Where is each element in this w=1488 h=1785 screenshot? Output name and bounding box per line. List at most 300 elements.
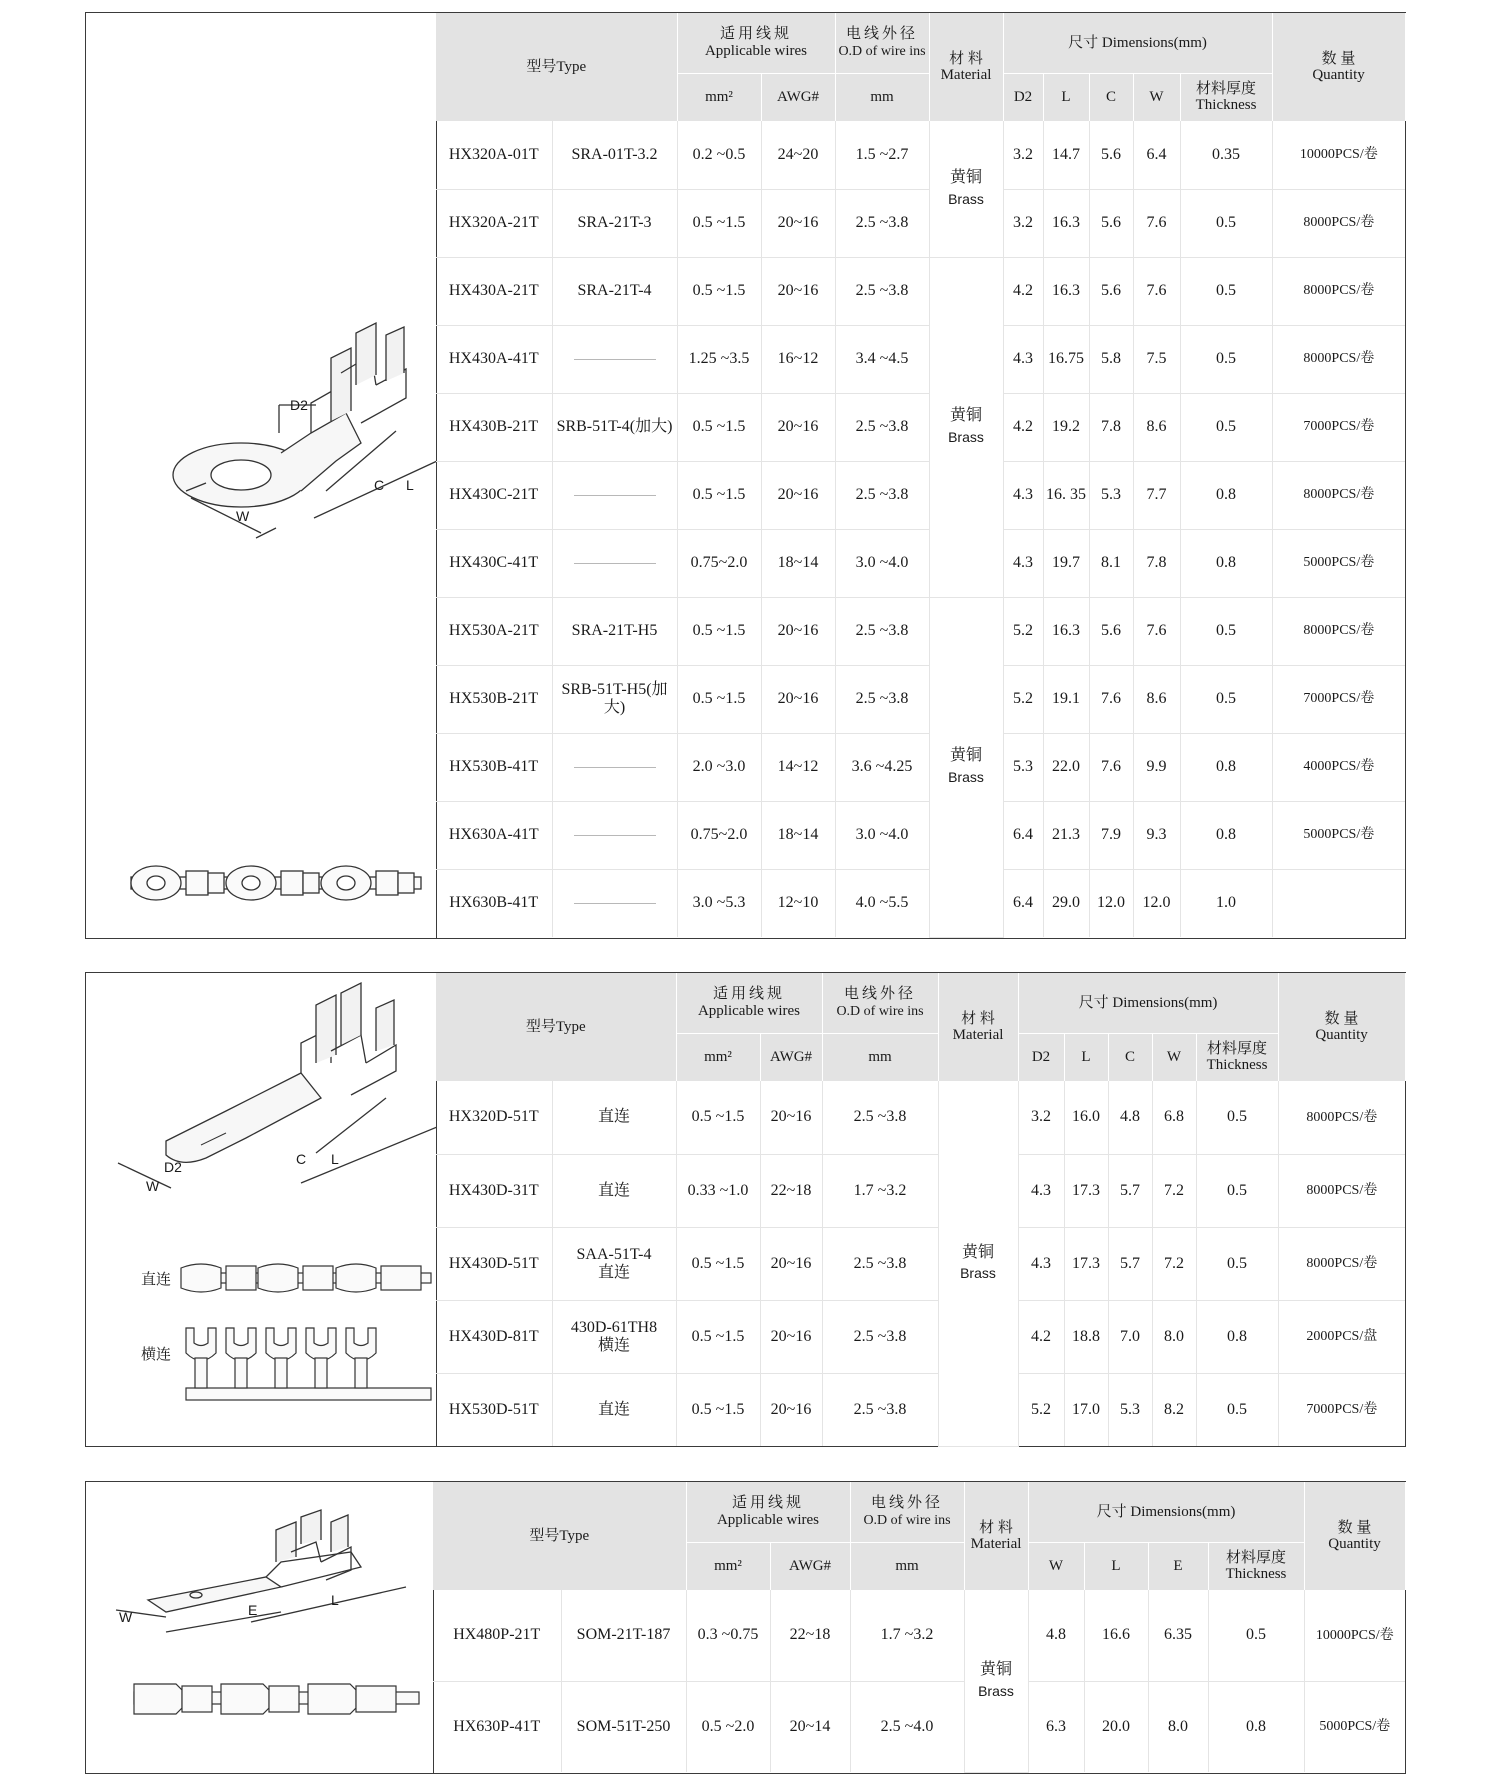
awg-cell: 20~16 [761,597,835,665]
model-cell: HX630B-41T [436,869,552,937]
quantity-cell: 8000PCS/卷 [1272,257,1405,325]
l-cell: 14.7 [1043,121,1089,189]
dim-label-l: L [331,1151,339,1167]
l-cell: 19.2 [1043,393,1089,461]
table-row [436,733,1405,801]
alt-model-cell: 直连 [552,1373,676,1446]
quantity-cell: 7000PCS/卷 [1272,393,1405,461]
quantity-cell: 2000PCS/盘 [1278,1300,1405,1373]
l-cell: 17.3 [1064,1154,1108,1227]
mm2-cell: 0.33 ~1.0 [676,1154,760,1227]
thickness-cell: 0.5 [1180,393,1272,461]
l-cell: 16.6 [1084,1590,1148,1681]
awg-header: AWG# [770,1542,850,1590]
quantity-cell: 8000PCS/卷 [1272,325,1405,393]
c-cell: 5.7 [1108,1154,1152,1227]
tab-terminal-section [85,1481,1406,1774]
c-cell: 7.0 [1108,1300,1152,1373]
dim-label-w: W [146,1178,160,1194]
od-cell: 2.5 ~3.8 [822,1373,938,1446]
quantity-cell: 7000PCS/卷 [1306,1402,1378,1418]
awg-cell: 22~18 [770,1590,850,1681]
straight-strip-label: 直连 [141,1272,172,1288]
w-cell: 12.0 [1133,869,1180,937]
w-header: W [1152,1033,1196,1081]
model-cell: HX530A-21T [436,597,552,665]
thickness-cell: 0.5 [1196,1227,1278,1300]
side-strip-label: 横连 [141,1347,172,1363]
l-cell: 20.0 [1084,1681,1148,1772]
c-cell: 5.6 [1089,189,1133,257]
w-header: W [1133,73,1180,121]
fork-terminal-illustration [86,973,437,1446]
mm2-cell: 0.5 ~1.5 [677,665,761,733]
od-cell: 2.5 ~3.8 [822,1081,938,1154]
quantity-cell: 5000PCS/卷 [1319,1719,1391,1735]
table-row [436,801,1405,869]
ring-strip-icon [86,853,436,913]
table-row [436,189,1405,257]
l-cell: 16.3 [1043,257,1089,325]
c-cell: 12.0 [1089,869,1133,937]
mm2-cell: 0.2 ~0.5 [677,121,761,189]
model-cell: HX320D-51T [436,1081,552,1154]
od-header: 电线外径 O.D of wire ins [850,1482,964,1542]
tab-terminal-table [433,1482,1406,1773]
c-cell: 5.3 [1089,461,1133,529]
table-row [436,1300,1405,1373]
material-cell: 黄铜 Brass [938,1081,1018,1446]
table-row [436,529,1405,597]
dim-label-d2: D2 [290,397,308,413]
thickness-cell: 0.8 [1196,1300,1278,1373]
wire-header: 适用线规 Applicable wires [686,1482,850,1542]
alt-model-cell [552,869,677,937]
mm2-header: mm² [677,73,761,121]
alt-model-cell [552,801,677,869]
awg-header: AWG# [761,73,835,121]
mm2-cell: 0.5 ~2.0 [686,1681,770,1772]
tab-terminal-illustration [86,1482,434,1773]
d2-header: D2 [1003,73,1043,121]
ring-terminal-illustration [86,13,437,938]
model-cell: HX430D-81T [436,1300,552,1373]
dim-label-c: C [374,477,385,493]
d2-header: D2 [1018,1033,1064,1081]
alt-model-cell: 430D-61TH8 横连 [552,1300,676,1373]
od-cell: 2.5 ~3.8 [822,1300,938,1373]
awg-cell: 20~16 [761,461,835,529]
w-cell: 9.9 [1133,733,1180,801]
thickness-cell: 0.8 [1180,733,1272,801]
awg-cell: 20~16 [761,665,835,733]
awg-cell: 18~14 [761,801,835,869]
l-cell: 29.0 [1043,869,1089,937]
c-cell: 5.7 [1108,1227,1152,1300]
thickness-cell: 0.5 [1196,1081,1278,1154]
wire-header: 适用线规 Applicable wires [676,973,822,1033]
d2-cell: 4.3 [1018,1227,1064,1300]
awg-cell: 20~16 [760,1300,822,1373]
thickness-cell: 0.5 [1196,1373,1278,1446]
thickness-cell: 0.8 [1208,1681,1304,1772]
mm2-cell: 0.5 ~1.5 [677,461,761,529]
quantity-cell: 8000PCS/卷 [1278,1227,1405,1300]
awg-cell: 20~16 [760,1373,822,1446]
l-cell: 21.3 [1043,801,1089,869]
l-cell: 18.8 [1064,1300,1108,1373]
dim-label-w: W [236,508,250,524]
d2-cell: 4.3 [1018,1154,1064,1227]
model-cell: HX430B-21T [436,393,552,461]
dim-label-l: L [406,477,414,493]
e-cell: 6.35 [1148,1590,1208,1681]
c-cell: 8.1 [1089,529,1133,597]
material-header: 材 料 Material [964,1482,1028,1590]
e-header: E [1148,1542,1208,1590]
material-header: 材 料 Material [938,973,1018,1081]
quantity-cell: 10000PCS/卷 [1272,121,1405,189]
table-row [436,597,1405,665]
c-cell: 5.6 [1089,121,1133,189]
material-header: 材 料 Material [929,13,1003,121]
w-cell: 7.8 [1133,529,1180,597]
material-cell: 黄铜 Brass [929,257,1003,597]
d2-cell: 4.2 [1003,257,1043,325]
thickness-cell: 0.8 [1180,801,1272,869]
mm-header: mm [850,1542,964,1590]
od-cell: 2.5 ~3.8 [835,393,929,461]
awg-cell: 20~16 [761,189,835,257]
od-cell: 2.5 ~3.8 [835,257,929,325]
quantity-cell: 5000PCS/卷 [1272,801,1405,869]
mm2-header: mm² [686,1542,770,1590]
od-cell: 2.5 ~3.8 [835,189,929,257]
w-cell: 8.0 [1152,1300,1196,1373]
fork-terminal-section [85,972,1406,1447]
d2-cell: 4.2 [1003,393,1043,461]
table-row [436,1154,1405,1227]
w-cell: 7.7 [1133,461,1180,529]
thickness-cell: 0.5 [1180,257,1272,325]
thickness-cell: 0.8 [1180,461,1272,529]
model-cell: HX320A-01T [436,121,552,189]
table-row [436,1227,1405,1300]
l-header: L [1084,1542,1148,1590]
alt-model-cell: SOM-21T-187 [561,1590,686,1681]
awg-cell: 18~14 [761,529,835,597]
ring-terminal-section [85,12,1406,939]
model-cell: HX430C-21T [436,461,552,529]
l-cell: 16.3 [1043,189,1089,257]
w-cell: 7.5 [1133,325,1180,393]
d2-cell: 4.3 [1003,325,1043,393]
od-cell: 3.6 ~4.25 [835,733,929,801]
c-header: C [1108,1033,1152,1081]
c-cell: 5.6 [1089,597,1133,665]
awg-cell: 20~16 [760,1227,822,1300]
w-cell: 8.6 [1133,393,1180,461]
type-header: 型号Type [436,13,677,121]
dimensions-header: 尺寸 Dimensions(mm) [1028,1482,1304,1542]
thickness-cell: 0.5 [1180,597,1272,665]
material-cell: 黄铜 Brass [929,121,1003,257]
c-cell: 7.6 [1089,665,1133,733]
table-row [436,325,1405,393]
mm-header: mm [822,1033,938,1081]
material-cell: 黄铜 Brass [964,1590,1028,1772]
alt-model-cell: SRA-01T-3.2 [552,121,677,189]
quantity-cell: 8000PCS/卷 [1278,1154,1405,1227]
w-cell: 8.6 [1133,665,1180,733]
w-cell: 6.3 [1028,1681,1084,1772]
alt-model-cell [552,461,677,529]
w-cell: 6.8 [1152,1081,1196,1154]
awg-cell: 22~18 [760,1154,822,1227]
w-cell: 9.3 [1133,801,1180,869]
thickness-header: 材料厚度 Thickness [1180,73,1272,121]
w-cell: 4.8 [1028,1590,1084,1681]
alt-model-cell [552,325,677,393]
dim-label-c: C [296,1151,307,1167]
od-cell: 3.0 ~4.0 [835,801,929,869]
od-header: 电线外径 O.D of wire ins [835,13,929,73]
od-cell: 1.7 ~3.2 [822,1154,938,1227]
d2-cell: 6.4 [1003,869,1043,937]
table-row [436,1373,1405,1446]
thickness-cell: 0.5 [1180,325,1272,393]
c-cell: 4.8 [1108,1081,1152,1154]
mm2-cell: 0.5 ~1.5 [677,189,761,257]
table-row [436,665,1405,733]
od-header: 电线外径 O.D of wire ins [822,973,938,1033]
thickness-header: 材料厚度 Thickness [1196,1033,1278,1081]
empty-dash [574,767,656,768]
table-row [436,257,1405,325]
w-cell: 7.2 [1152,1154,1196,1227]
mm2-cell: 0.3 ~0.75 [686,1590,770,1681]
quantity-header: 数 量 Quantity [1278,973,1405,1081]
awg-cell: 12~10 [761,869,835,937]
d2-cell: 5.2 [1018,1373,1064,1446]
alt-model-cell: SOM-51T-250 [561,1681,686,1772]
alt-model-cell: 直连 [552,1081,676,1154]
l-cell: 17.0 [1064,1373,1108,1446]
od-cell: 3.4 ~4.5 [835,325,929,393]
w-header: W [1028,1542,1084,1590]
quantity-cell: 4000PCS/卷 [1272,733,1405,801]
fork-terminal-table [436,973,1406,1447]
thickness-cell: 0.5 [1196,1154,1278,1227]
awg-cell: 24~20 [761,121,835,189]
d2-cell: 5.3 [1003,733,1043,801]
mm2-header: mm² [676,1033,760,1081]
dim-label-l: L [331,1592,339,1608]
mm2-cell: 3.0 ~5.3 [677,869,761,937]
table-row [433,1590,1405,1681]
l-header: L [1064,1033,1108,1081]
alt-model-cell: SAA-51T-4 直连 [552,1227,676,1300]
od-cell: 2.5 ~3.8 [835,461,929,529]
dimensions-header: 尺寸 Dimensions(mm) [1018,973,1278,1033]
quantity-header: 数 量 Quantity [1272,13,1405,121]
alt-model-cell [552,733,677,801]
model-cell: HX630A-41T [436,801,552,869]
alt-model-cell: SRA-21T-H5 [552,597,677,665]
l-cell: 22.0 [1043,733,1089,801]
alt-model-cell: SRB-51T-H5(加大) [552,665,677,733]
thickness-cell: 0.8 [1180,529,1272,597]
mm2-cell: 2.0 ~3.0 [677,733,761,801]
l-cell: 19.7 [1043,529,1089,597]
awg-cell: 20~16 [760,1081,822,1154]
w-cell: 7.6 [1133,257,1180,325]
table-row [436,461,1405,529]
d2-cell: 4.2 [1018,1300,1064,1373]
model-cell: HX530D-51T [436,1373,552,1446]
quantity-cell: 8000PCS/卷 [1272,189,1405,257]
model-cell: HX530B-21T [436,665,552,733]
table-row [433,1681,1405,1772]
l-cell: 16. 35 [1043,461,1089,529]
mm2-cell: 0.75~2.0 [677,529,761,597]
thickness-cell: 0.5 [1180,665,1272,733]
c-cell: 7.9 [1089,801,1133,869]
mm2-cell: 1.25 ~3.5 [677,325,761,393]
e-cell: 8.0 [1148,1681,1208,1772]
mm2-cell: 0.5 ~1.5 [677,597,761,665]
awg-header: AWG# [760,1033,822,1081]
model-cell: HX430C-41T [436,529,552,597]
model-cell: HX430A-41T [436,325,552,393]
d2-cell: 3.2 [1003,121,1043,189]
dim-label-d2: D2 [164,1159,182,1175]
od-cell: 2.5 ~4.0 [850,1681,964,1772]
mm-header: mm [835,73,929,121]
w-cell: 8.2 [1152,1373,1196,1446]
model-cell: HX480P-21T [433,1590,561,1681]
thickness-cell: 0.5 [1208,1590,1304,1681]
empty-dash [574,359,656,360]
thickness-cell: 0.35 [1180,121,1272,189]
wire-header: 适用线规 Applicable wires [677,13,835,73]
quantity-cell [1272,869,1405,937]
quantity-cell: 8000PCS/卷 [1272,461,1405,529]
table-row [436,869,1405,937]
empty-dash [574,903,656,904]
c-cell: 5.8 [1089,325,1133,393]
empty-dash [574,835,656,836]
c-cell: 7.6 [1089,733,1133,801]
l-header: L [1043,73,1089,121]
mm2-cell: 0.5 ~1.5 [676,1373,760,1446]
quantity-header: 数 量 Quantity [1304,1482,1405,1590]
mm2-cell: 0.5 ~1.5 [677,257,761,325]
awg-cell: 20~14 [770,1681,850,1772]
awg-cell: 20~16 [761,257,835,325]
c-header: C [1089,73,1133,121]
w-cell: 7.2 [1152,1227,1196,1300]
c-cell: 5.6 [1089,257,1133,325]
d2-cell: 4.3 [1003,529,1043,597]
mm2-cell: 0.5 ~1.5 [676,1081,760,1154]
model-cell: HX320A-21T [436,189,552,257]
od-cell: 2.5 ~3.8 [822,1227,938,1300]
mm2-cell: 0.5 ~1.5 [676,1300,760,1373]
quantity-cell: 8000PCS/卷 [1278,1081,1405,1154]
model-cell: HX430D-51T [436,1227,552,1300]
l-cell: 17.3 [1064,1227,1108,1300]
quantity-cell: 8000PCS/卷 [1272,597,1405,665]
alt-model-cell [552,529,677,597]
mm2-cell: 0.5 ~1.5 [677,393,761,461]
mm2-cell: 0.5 ~1.5 [676,1227,760,1300]
d2-cell: 6.4 [1003,801,1043,869]
quantity-cell: 7000PCS/卷 [1272,665,1405,733]
dim-label-e: E [248,1602,258,1618]
alt-model-cell: 直连 [552,1154,676,1227]
thickness-cell: 1.0 [1180,869,1272,937]
dimensions-header: 尺寸 Dimensions(mm) [1003,13,1272,73]
alt-model-cell: SRB-51T-4(加大) [552,393,677,461]
alt-model-cell: SRA-21T-4 [552,257,677,325]
l-cell: 16.3 [1043,597,1089,665]
ring-terminal-table [436,13,1406,938]
l-cell: 19.1 [1043,665,1089,733]
empty-dash [574,495,656,496]
empty-dash [574,563,656,564]
l-cell: 16.0 [1064,1081,1108,1154]
w-cell: 7.6 [1133,189,1180,257]
model-cell: HX430A-21T [436,257,552,325]
d2-cell: 5.2 [1003,665,1043,733]
od-cell: 1.5 ~2.7 [835,121,929,189]
c-cell: 5.3 [1108,1373,1152,1446]
d2-cell: 4.3 [1003,461,1043,529]
awg-cell: 16~12 [761,325,835,393]
mm2-cell: 0.75~2.0 [677,801,761,869]
alt-model-cell: SRA-21T-3 [552,189,677,257]
table-row [436,393,1405,461]
od-cell: 1.7 ~3.2 [850,1590,964,1681]
od-cell: 3.0 ~4.0 [835,529,929,597]
model-cell: HX430D-31T [436,1154,552,1227]
awg-cell: 20~16 [761,393,835,461]
od-cell: 2.5 ~3.8 [835,597,929,665]
table-row [436,121,1405,189]
quantity-cell: 10000PCS/卷 [1304,1590,1405,1681]
model-cell: HX630P-41T [433,1681,561,1772]
thickness-header: 材料厚度 Thickness [1208,1542,1304,1590]
d2-cell: 5.2 [1003,597,1043,665]
od-cell: 2.5 ~3.8 [835,665,929,733]
d2-cell: 3.2 [1003,189,1043,257]
type-header: 型号Type [436,973,676,1081]
table-row [436,1081,1405,1154]
dim-label-w: W [119,1609,133,1625]
model-cell: HX530B-41T [436,733,552,801]
awg-cell: 14~12 [761,733,835,801]
thickness-cell: 0.5 [1180,189,1272,257]
material-cell: 黄铜 Brass [929,597,1003,937]
c-cell: 7.8 [1089,393,1133,461]
quantity-cell: 5000PCS/卷 [1272,529,1405,597]
type-header: 型号Type [433,1482,686,1590]
w-cell: 6.4 [1133,121,1180,189]
d2-cell: 3.2 [1018,1081,1064,1154]
w-cell: 7.6 [1133,597,1180,665]
od-cell: 4.0 ~5.5 [835,869,929,937]
